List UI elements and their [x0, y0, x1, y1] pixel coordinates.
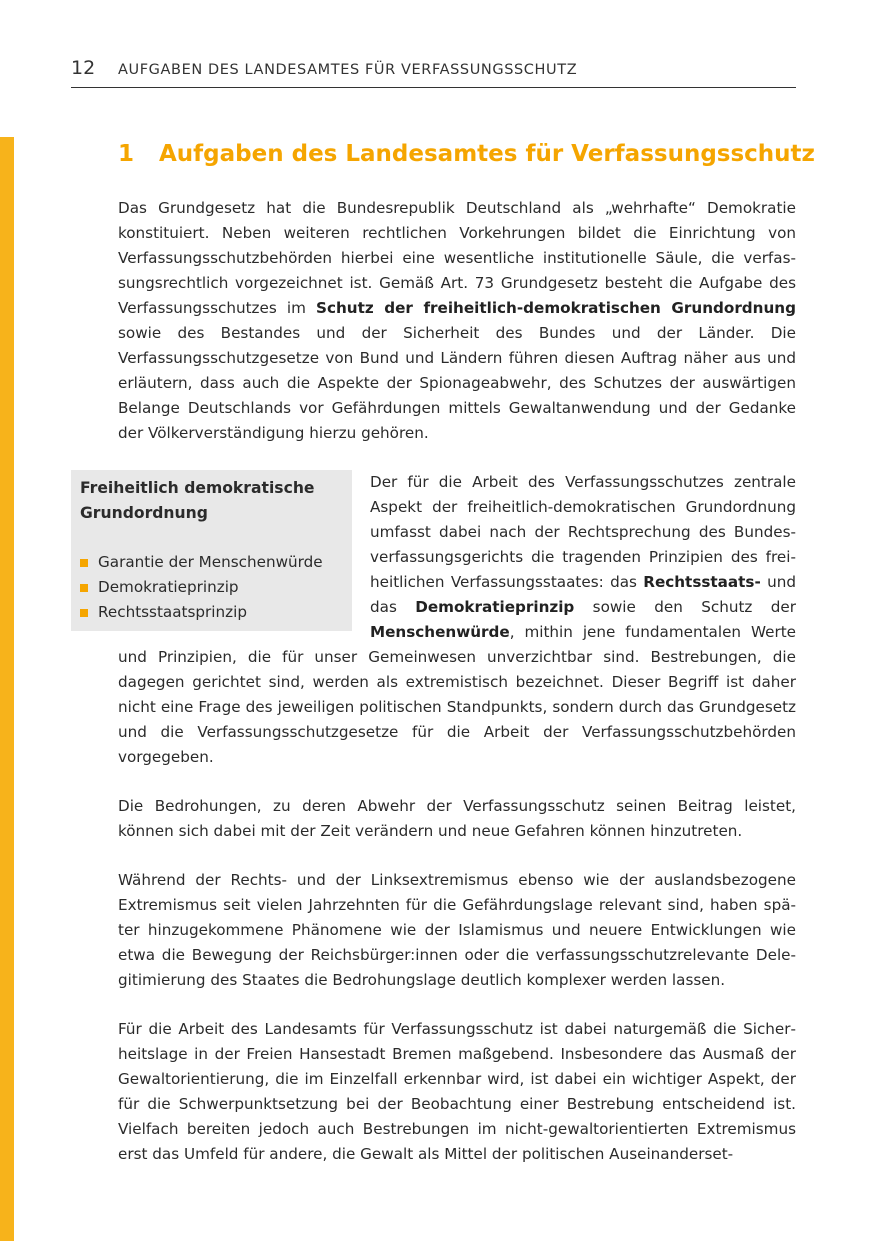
- p1-text-b: sowie des Bestandes und der Sicherheit des Bundes und der Länder. Die Verfassungsschutzgesetze von Bund und Ländern führen diesen Auftrag näher aus und erläutern, dass auch die Aspekte der Spionageabwehr, des Schutzes der auswärtigen Belange Deutschlands vor Gefährdungen mittels Gewaltanwendung und der Gedanke der Völkerverständigung hierzu gehören.: [118, 324, 796, 442]
- p2-text-c: sowie den Schutz der: [574, 598, 796, 616]
- p2-bold-3: Menschenwürde: [370, 623, 510, 641]
- infobox-item: [80, 600, 352, 625]
- chapter-title: Aufgaben des Landesamtes für Verfassungsschutz: [159, 141, 815, 167]
- chapter-heading: [118, 141, 815, 167]
- sidebar-accent-bar: [0, 137, 14, 1241]
- infobox-item: [80, 575, 352, 600]
- running-title: AUFGABEN DES LANDESAMTES FÜR VERFASSUNGSSCHUTZ: [118, 62, 578, 78]
- infobox-item-label: Rechtsstaatsprinzip: [98, 603, 247, 621]
- p1-bold: Schutz der freiheitlich-demokratischen Grundordnung: [316, 299, 796, 317]
- infobox-list: [80, 550, 352, 625]
- body-text: [80, 196, 796, 1191]
- paragraph-5: Für die Arbeit des Landesamts für Verfassungsschutz ist dabei naturgemäß die Sicherheitslage in der Freien Hansestadt Bremen maßgebend. Insbesondere das Ausmaß der Gewaltorientierung, die im Einzelfall erkennbar wird, ist dabei ein wichtiger Aspekt, der für die Schwerpunktsetzung bei der Beobachtung einer Bestrebung entscheidend ist. Vielfach bereiten jedoch auch Bestrebungen im nicht-gewaltorientierten Extremismus erst das Umfeld für andere, die Gewalt als Mittel der politischen Auseinanderset-: [118, 1020, 796, 1163]
- p1-text-a: Das Grundgesetz hat die Bundesrepublik Deutschland als „wehrhafte“ Demokratie konstituiert. Neben weiteren rechtlichen Vorkehrungen bildet die Einrichtung von Verfassungsschutzbehörden hierbei eine wesentliche institutionelle Säule, die verfassungsrechtlich vorgezeichnet ist. Gemäß Art. 73 Grundgesetz besteht die Aufgabe des Verfassungsschutzes im: [118, 199, 796, 317]
- p2-text-b: und das: [370, 573, 796, 616]
- p2-bold-2: Demokratieprinzip: [415, 598, 575, 616]
- infobox-title: Freiheitlich demokratische Grundordnung: [80, 479, 315, 522]
- bullet-square-icon: [80, 609, 88, 617]
- bullet-square-icon: [80, 584, 88, 592]
- paragraph-4: Während der Rechts- und der Linksextremismus ebenso wie der auslandsbezogene Extremismus seit vielen Jahrzehnten für die Gefährdungslage relevant sind, haben später hinzugekommene Phänomene wie der Islamismus und neuere Entwicklungen wie etwa die Bewegung der Reichsbürger:innen oder die verfassungsschutzrelevante Delegitimierung des Staates die Bedrohungslage deutlich komplexer werden lassen.: [118, 871, 796, 989]
- p2-text-d: , mithin jene fundamentalen Werte und Prinzipien, die für unser Gemeinwesen unverzichtbar sind. Bestrebungen, die dagegen gerichtet sind, werden als extremistisch bezeichnet. Dieser Begriff ist daher nicht eine Frage des jeweiligen politischen Standpunkts, sondern durch das Grundgesetz und die Verfassungsschutzgesetze für die Arbeit der Verfassungsschutzbehörden vorgegeben.: [118, 623, 796, 766]
- infobox-item: [80, 550, 352, 575]
- p2-text-a: Der für die Arbeit des Verfassungsschutzes zentrale Aspekt der freiheitlich-demokratischen Grundordnung umfasst dabei nach der Rechtsprechung des Bundesverfassungsgerichts die tragenden Prinzipien des freiheitlichen Verfassungsstaates: das: [370, 473, 796, 591]
- paragraph-1: [118, 196, 796, 446]
- chapter-number: 1: [118, 141, 135, 167]
- infobox-item-label: Demokratieprinzip: [98, 578, 239, 596]
- page-number: 12: [71, 57, 96, 79]
- bullet-square-icon: [80, 559, 88, 567]
- paragraph-3: Die Bedrohungen, zu deren Abwehr der Verfassungsschutz seinen Beitrag leistet, können sich dabei mit der Zeit verändern und neue Gefahren können hinzutreten.: [118, 797, 796, 840]
- p2-bold-1: Rechtsstaats-: [643, 573, 761, 591]
- infobox-item-label: Garantie der Menschenwürde: [98, 553, 323, 571]
- running-header: [71, 57, 796, 88]
- infobox: [71, 470, 352, 631]
